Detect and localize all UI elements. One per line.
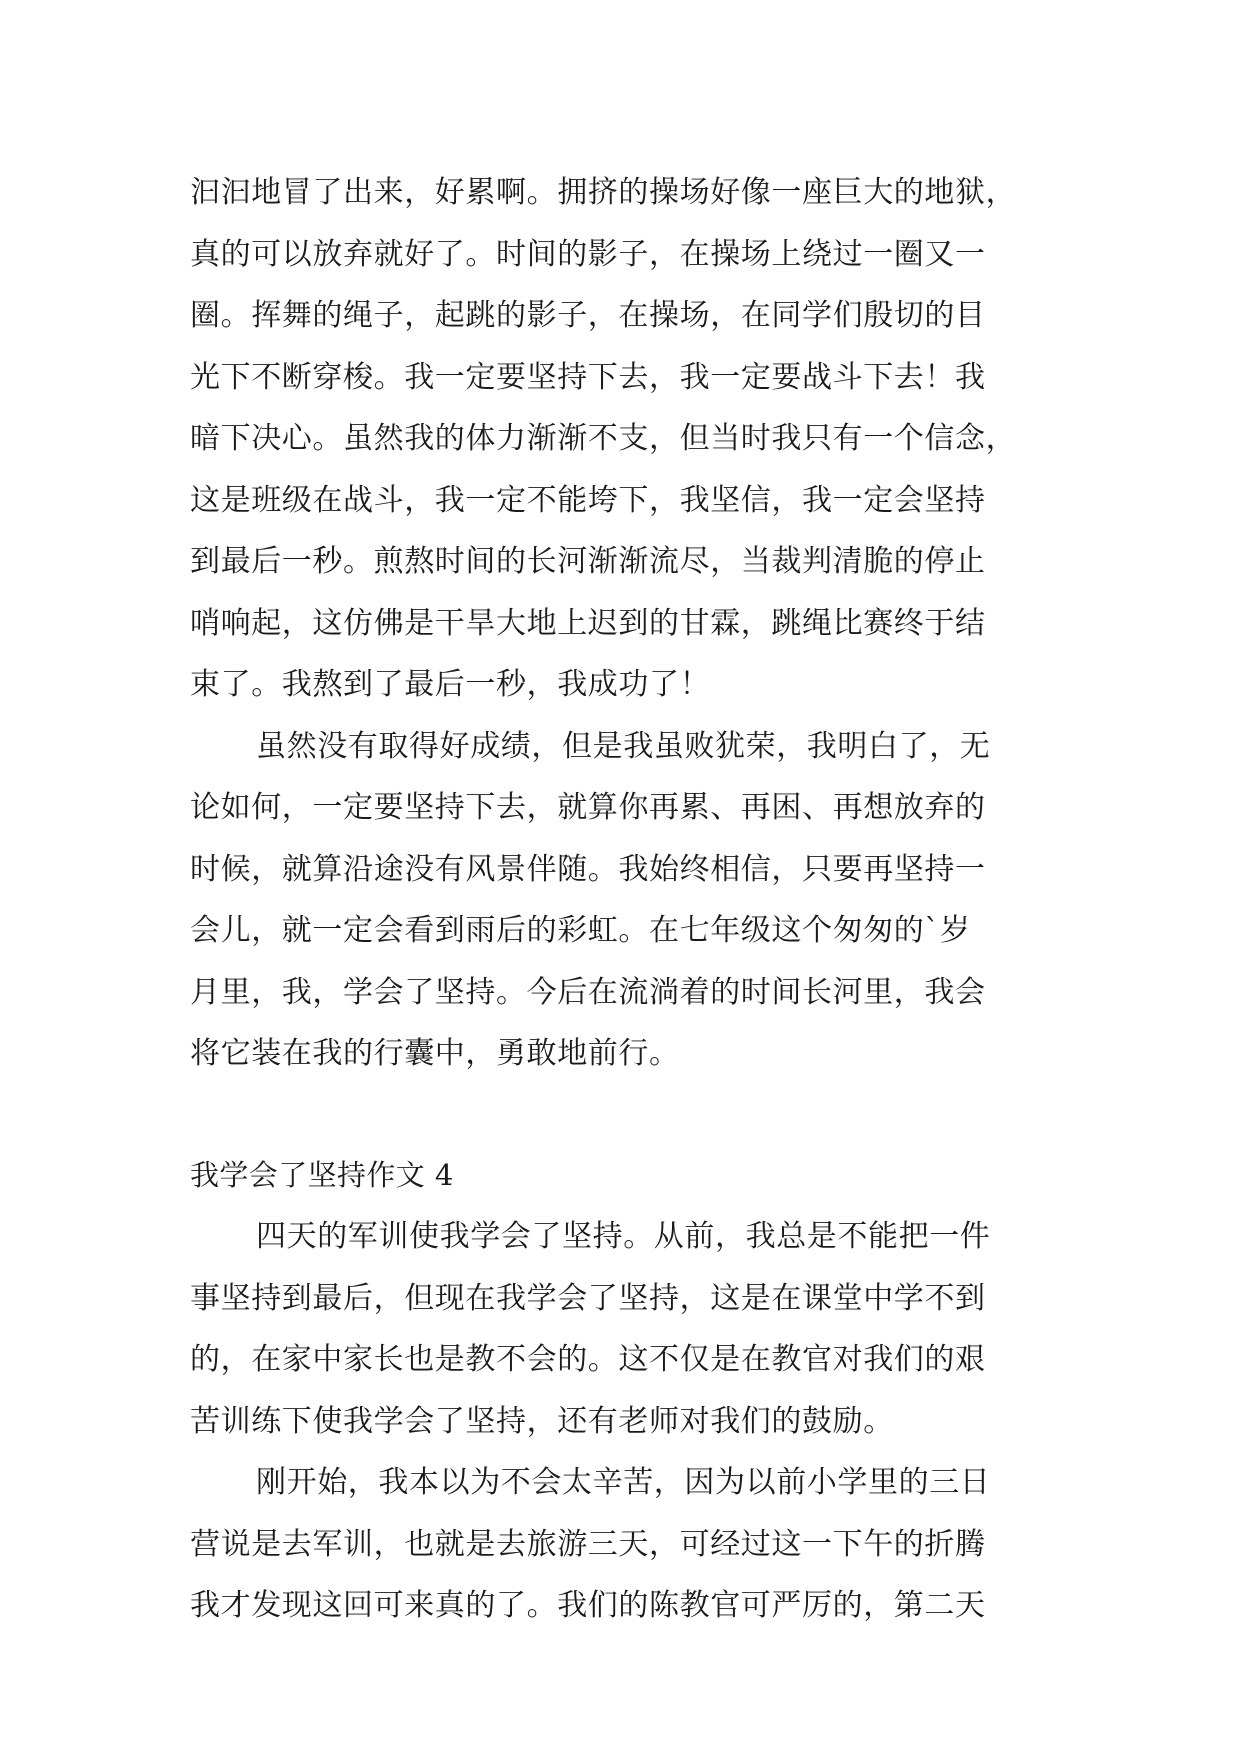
text-line: 光下不断穿梭。我一定要坚持下去，我一定要战斗下去！我 [190,359,986,395]
paragraph-4 [190,1452,1050,1637]
text-line: 圈。挥舞的绳子，起跳的影子，在操场，在同学们殷切的目 [190,298,986,333]
text-line: 事坚持到最后，但现在我学会了坚持，这是在课堂中学不到 [190,1280,986,1316]
text-line: 的，在家中家长也是教不会的。这不仅是在教官对我们的艰 [190,1342,986,1377]
paragraph-3 [190,1206,1050,1452]
text-line: 四天的军训使我学会了坚持。从前，我总是不能把一件 [256,1219,991,1254]
text-line: 时候，就算沿途没有风景伴随。我始终相信，只要再坚持一 [190,851,986,887]
paragraph-2 [190,716,1050,1085]
text-line: 汩汩地冒了出来，好累啊。拥挤的操场好像一座巨大的地狱， [190,175,1017,210]
text-line: 暗下决心。虽然我的体力渐渐不支，但当时我只有一个信念， [190,421,1017,456]
text-line: 真的可以放弃就好了。时间的影子，在操场上绕过一圈又一 [190,236,986,272]
text-line: 这是班级在战斗，我一定不能垮下，我坚信，我一定会坚持 [190,482,986,518]
document-body [190,162,1050,1637]
text-line: 将它装在我的行囊中，勇敢地前行。 [190,1036,680,1071]
text-line: 到最后一秒。煎熬时间的长河渐渐流尽，当裁判清脆的停止 [190,544,986,579]
text-line: 苦训练下使我学会了坚持，还有老师对我们的鼓励。 [190,1403,894,1439]
text-line: 月里，我，学会了坚持。今后在流淌着的时间长河里，我会 [190,974,986,1010]
text-line: 论如何，一定要坚持下去，就算你再累、再困、再想放弃的 [190,790,986,825]
section-spacer [190,1085,1050,1145]
text-line: 哨响起，这仿佛是干旱大地上迟到的甘霖，跳绳比赛终于结 [190,605,986,641]
text-line: 我才发现这回可来真的了。我们的陈教官可严厉的，第二天 [190,1588,986,1623]
text-line: 束了。我熬到了最后一秒，我成功了！ [190,667,711,702]
text-line: 营说是去军训，也就是去旅游三天，可经过这一下午的折腾 [190,1526,986,1562]
text-line: 虽然没有取得好成绩，但是我虽败犹荣，我明白了，无 [256,728,991,764]
text-line: 刚开始，我本以为不会太辛苦，因为以前小学里的三日 [256,1465,991,1500]
paragraph-1 [190,162,1050,716]
section-heading: 我学会了坚持作文 4 [190,1157,454,1192]
text-line: 会儿，就一定会看到雨后的彩虹。在七年级这个匆匆的`岁 [190,913,971,948]
